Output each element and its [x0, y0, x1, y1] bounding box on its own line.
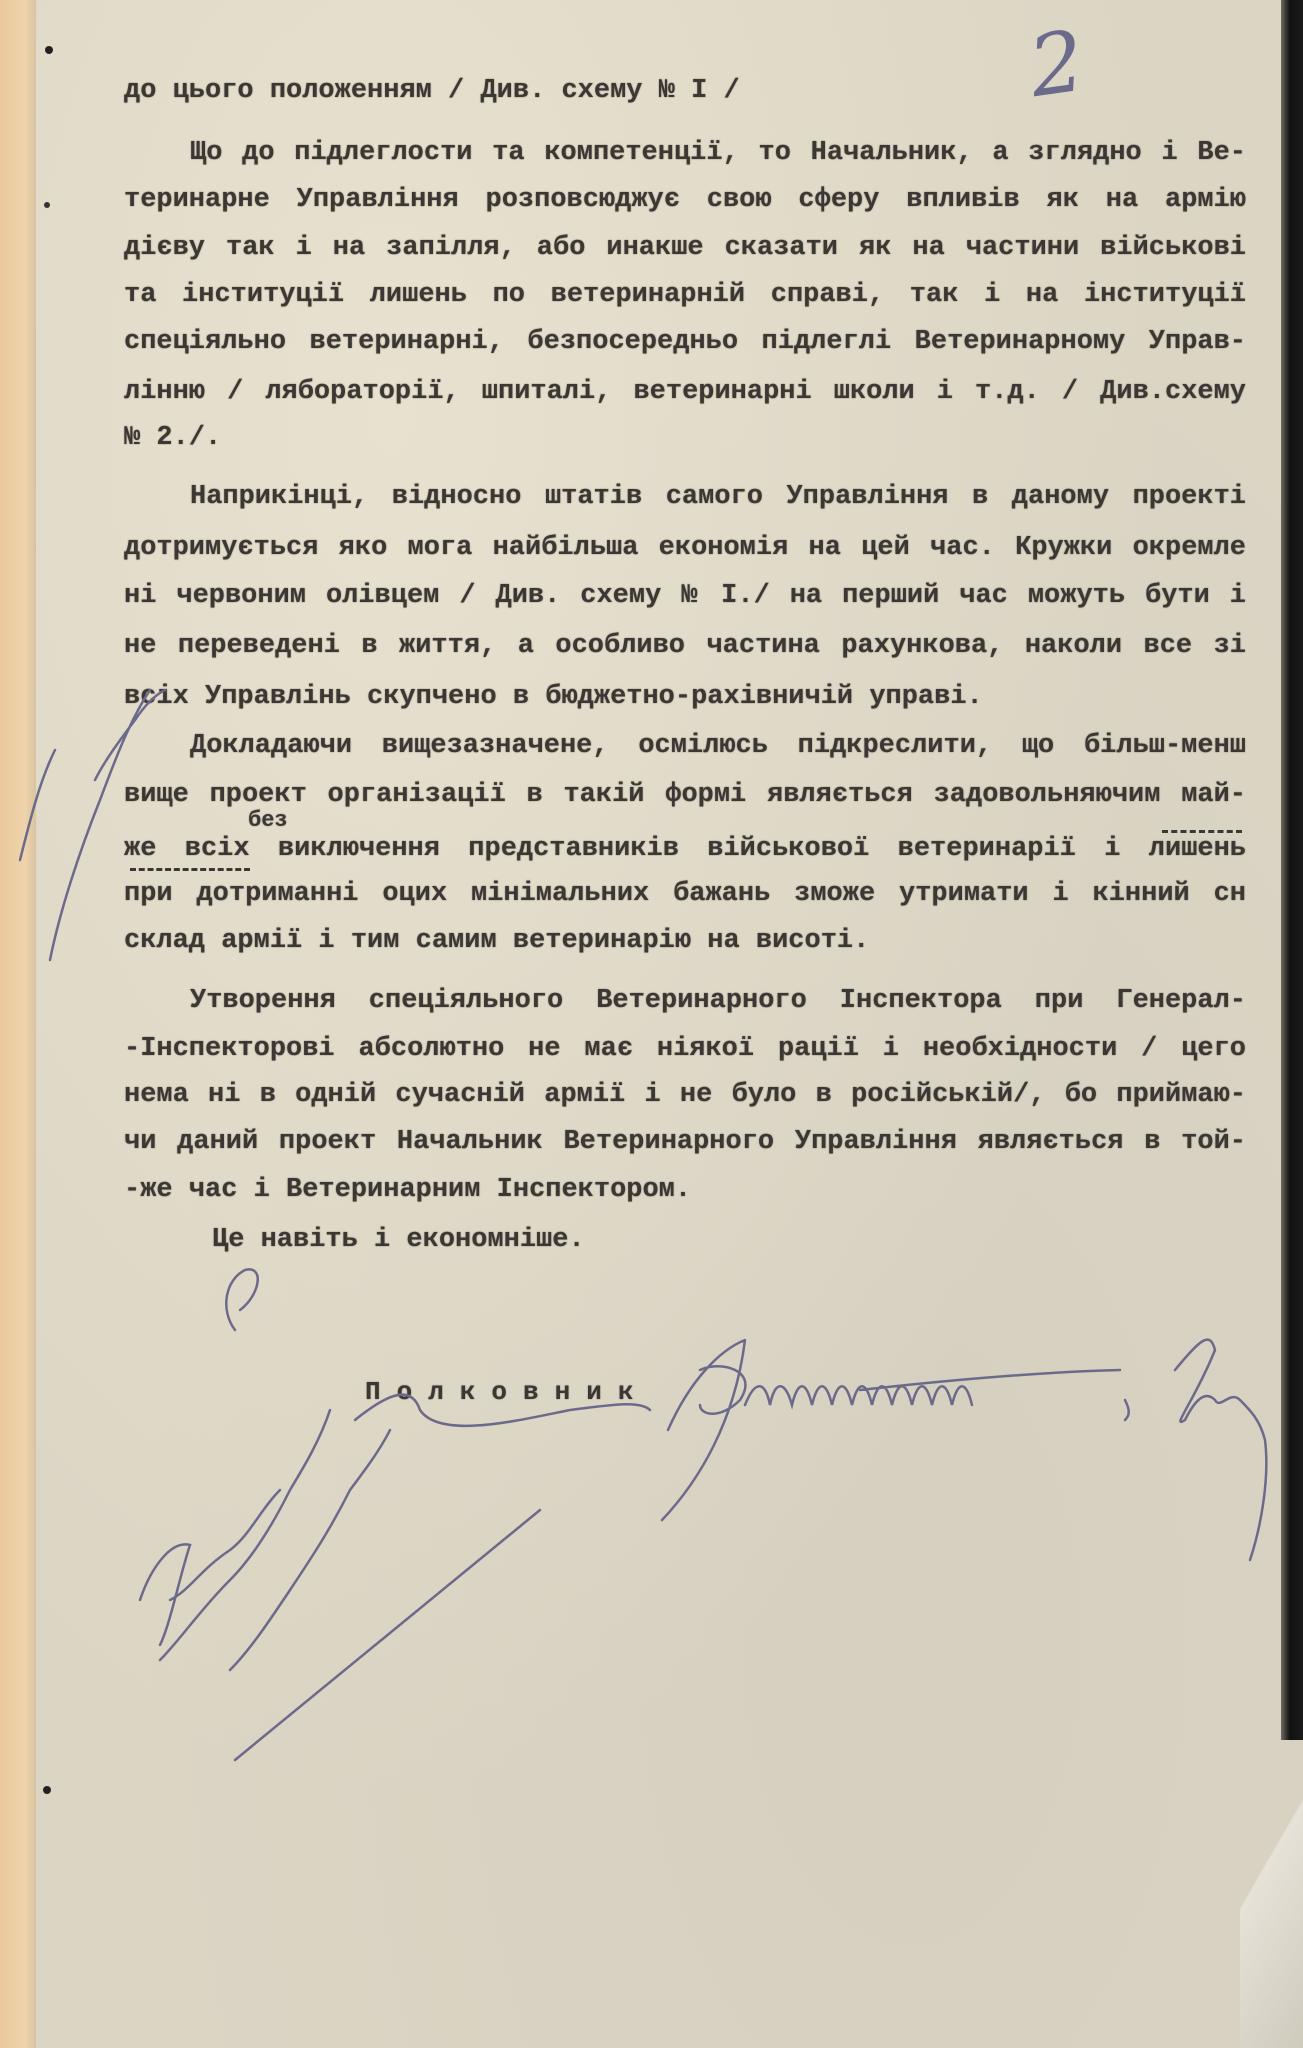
text-line: чи даний проект Начальник Ветеринарного Управління являється в той-: [124, 1127, 1246, 1157]
text-line: дієву так і на запілля, або инакше сказати як на частини військові: [124, 233, 1246, 263]
pencil-mark: [226, 1269, 257, 1330]
text-line: № 2./.: [124, 423, 222, 453]
text-line: Докладаючи вищезазначене, осмілюсь підкреслити, що більш-менш: [190, 731, 1246, 761]
text-line: дотримується яко мога найбільша економія на цей час. Кружки окремле: [124, 533, 1246, 563]
text-line: ні червоним олівцем / Див. схему № I./ на перший час можуть бути і: [124, 581, 1246, 611]
text-line: Це навіть і економніше.: [212, 1225, 585, 1255]
text-line: же всіх виключення представників військової ветеринарії і лишень: [124, 834, 1246, 864]
handwritten-signature: [662, 1340, 1266, 1560]
punch-mark: [44, 202, 50, 208]
text-line: -же час і Ветеринарним Інспектором.: [124, 1175, 692, 1205]
punch-mark: [45, 46, 53, 54]
resolution-stroke: [235, 1510, 540, 1760]
text-line: Утворення спеціяльного Ветеринарного Інспектора при Генерал-: [190, 986, 1246, 1016]
text-line: до цього положенням / Див. схему № I /: [124, 76, 740, 106]
signature-flourish: [355, 1395, 650, 1426]
text-line: спеціяльно ветеринарні, безпосередньо підлеглі Ветеринарному Управ-: [124, 327, 1246, 357]
handwritten-resolution: [140, 1410, 390, 1670]
text-line: Що до підлеглости та компетенції, то Начальник, а зглядно і Ве-: [190, 138, 1246, 168]
text-line: не переведені в життя, а особливо частина рахункова, наколи все зі: [124, 631, 1246, 661]
margin-note: [20, 690, 165, 960]
text-line: -Інспекторові абсолютно не має ніякої рації і необхідности / цего: [124, 1034, 1246, 1064]
text-line: Наприкінці, відносно штатів самого Управління в даному проекті: [190, 482, 1246, 512]
typed-insertion: без: [248, 808, 288, 833]
text-line: всіх Управлінь скупчено в бюджетно-рахівничій управі.: [124, 682, 983, 712]
signature-rank: Полковник: [365, 1377, 650, 1407]
text-line: теринарне Управління розповсюджує свою сферу впливів як на армію: [124, 185, 1246, 215]
handwritten-page-number: 2: [1023, 11, 1091, 117]
text-line: склад армії і тим самим ветеринарію на висоті.: [124, 926, 870, 956]
text-line: вище проект організації в такій формі являється задовольняючим май-: [124, 780, 1246, 810]
punch-mark: [43, 1786, 51, 1794]
text-line: при дотриманні оцих мінімальних бажань зможе утримати і кінний сн: [124, 879, 1246, 909]
text-line: лінню / лябораторії, шпиталі, ветеринарні школи і т.д. / Див.схему: [124, 377, 1246, 407]
text-line: та інституції лишень по ветеринарній справі, так і на інституції: [124, 280, 1246, 310]
text-line: нема ні в одній сучасній армії і не було в російській/, бо приймаю-: [124, 1080, 1246, 1110]
